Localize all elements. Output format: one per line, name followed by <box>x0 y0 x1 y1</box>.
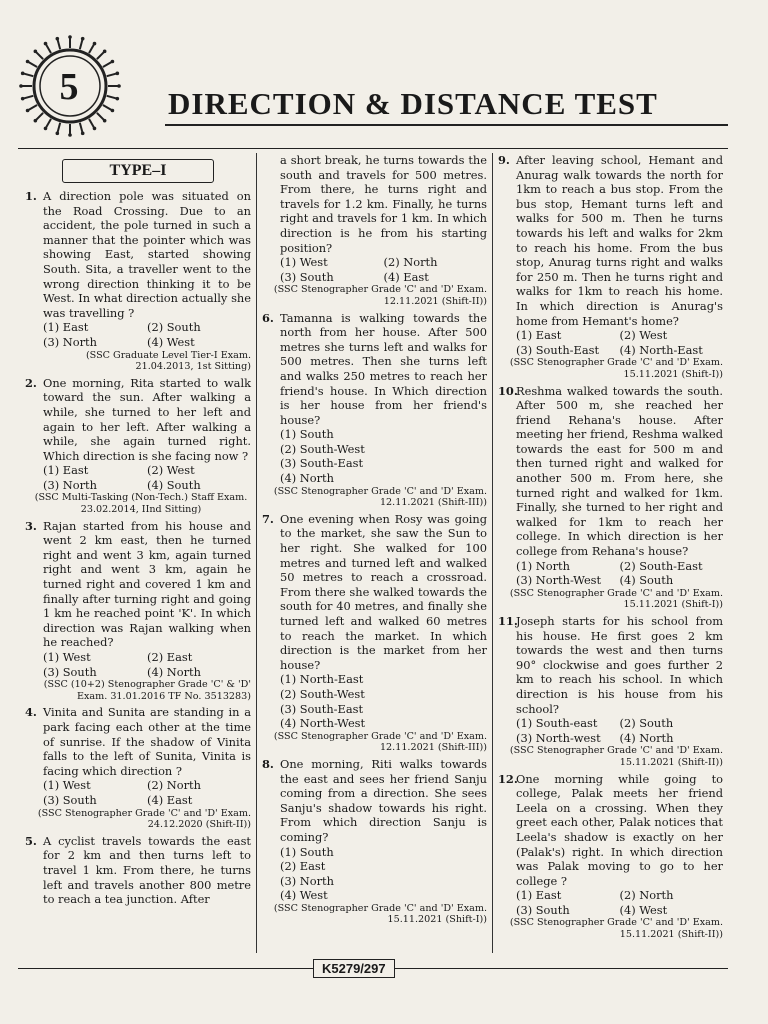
answer-option: (2) North <box>147 778 201 793</box>
answer-option: (4) North-East <box>619 342 703 357</box>
question-number: 2. <box>25 375 37 390</box>
answer-options <box>25 463 251 492</box>
answer-option: (2) East <box>280 859 326 874</box>
question-number: 11. <box>498 614 518 628</box>
answer-option: (4) East <box>147 792 193 807</box>
title-divider <box>165 124 728 126</box>
answer-option: (2) South <box>619 716 674 731</box>
answer-option: (2) North <box>619 888 674 903</box>
exam-reference: (SSC Stenographer Grade 'C' and 'D' Exam. 15.11.2021 (Shift-II)) <box>509 745 723 768</box>
question-text: Joseph starts for his school from his house. He first goes 2 km towards the west and then turns 90° clockwise and goes further 2 km to reach his school. In which direction is his house from his school? <box>516 614 723 716</box>
answer-option: (1) South <box>280 427 334 442</box>
question-number: 1. <box>25 189 37 203</box>
answer-options <box>262 427 487 485</box>
section-label: TYPE–I <box>62 159 214 183</box>
answer-option: (2) South <box>147 320 201 335</box>
exam-reference: (SSC Stenographer Grade 'C' and 'D' Exam. 12.11.2021 (Shift-II)) <box>273 284 487 307</box>
exam-reference: (SSC Stenographer Grade 'C' and 'D' Exam. 15.11.2021 (Shift-I)) <box>509 357 723 380</box>
answer-option: (3) North <box>43 334 97 349</box>
answer-options <box>498 888 723 917</box>
question-text: Rajan started from his house and went 2 km east, then he turned right and went 3 km, again turned right and went 3 km, again he turned right and covered 1 km and finally after turning right and going 1 km he reached point 'K'. In which direction was Rajan walking when he reached? <box>43 518 251 650</box>
question-number: 5. <box>25 833 37 848</box>
question-block <box>25 189 251 373</box>
answer-option: (1) East <box>43 463 89 478</box>
question-text: One morning, Rita started to walk toward the sun. After walking a while, she turned to her left and again to her left. After walking a while, she again turned right. Which direction is she facing now ? <box>43 375 251 463</box>
question-text: Vinita and Sunita are standing in a park facing each other at the time of sunrise. If the shadow of Vinita falls to the left of Sunita, Vinita is facing which direction ? <box>43 705 251 778</box>
question-stem <box>25 519 251 650</box>
column-2 <box>256 153 492 953</box>
question-stem <box>498 772 723 889</box>
question-text: One morning, Riti walks towards the east and sees her friend Sanju coming from a direction. She sees Sanju's shadow towards his right. From which direction Sanju is coming? <box>280 756 487 844</box>
answer-option: (4) South <box>619 573 674 588</box>
answer-option: (1) North-East <box>280 672 364 687</box>
question-number: 3. <box>25 518 37 533</box>
question-columns <box>20 153 730 953</box>
answer-option: (3) South <box>516 902 570 917</box>
question-block <box>262 153 487 308</box>
question-number: 9. <box>498 153 510 167</box>
answer-option: (3) South <box>280 269 334 284</box>
question-block <box>498 772 723 941</box>
answer-options <box>262 672 487 730</box>
question-block <box>25 705 251 830</box>
question-number: 8. <box>262 756 274 771</box>
answer-option: (2) South-East <box>619 558 703 573</box>
question-text-continued: a short break, he turns towards the south and travels for 500 metres. From there, he turns right and travels for 1.2 km. Finally, he turns right and travels for 1 km. In which direction is he from his starting position? <box>280 153 487 255</box>
answer-option: (4) North <box>280 471 334 486</box>
answer-option: (3) North-west <box>516 730 601 745</box>
question-stem <box>262 512 487 673</box>
answer-option: (2) South-West <box>280 441 365 456</box>
answer-option: (4) North <box>147 664 201 679</box>
answer-options <box>498 716 723 745</box>
question-stem <box>25 189 251 320</box>
question-stem <box>498 153 723 328</box>
exam-reference: (SSC Multi-Tasking (Non-Tech.) Staff Exam. 23.02.2014, IInd Sitting) <box>34 492 248 516</box>
exam-reference: (SSC Graduate Level Tier-I Exam. 21.04.2013, 1st Sitting) <box>85 349 251 373</box>
answer-options <box>25 320 251 349</box>
answer-option: (2) West <box>147 463 195 478</box>
question-block <box>498 153 723 381</box>
question-number: 6. <box>262 310 274 325</box>
answer-options <box>25 650 251 679</box>
column-1 <box>20 153 256 953</box>
question-text: A direction pole was situated on the Road Crossing. Due to an accident, the pole turned in such a manner that the pointer which was showing East, started showing South. Sita, a traveller went to the wrong direction thinking it to be West. In what direction actually she was travelling ? <box>43 189 251 320</box>
question-block <box>498 384 723 612</box>
answer-option: (3) South <box>43 664 97 679</box>
exam-reference: (SSC Stenographer Grade 'C' and 'D' Exam. 12.11.2021 (Shift-III)) <box>273 730 487 754</box>
question-number: 4. <box>25 705 37 720</box>
answer-option: (1) East <box>43 320 89 335</box>
chapter-number: 5 <box>59 66 79 108</box>
answer-option: (2) West <box>619 328 668 343</box>
answer-option: (2) North <box>383 255 438 270</box>
answer-option: (4) North-West <box>280 716 366 731</box>
answer-options <box>498 559 723 588</box>
question-number: 12. <box>498 771 518 786</box>
answer-option: (4) South <box>147 477 201 492</box>
answer-option: (1) East <box>516 328 562 343</box>
answer-option: (4) West <box>280 888 328 903</box>
answer-option: (3) North <box>280 873 334 888</box>
question-text: Tamanna is walking towards the north from her house. After 500 metres she turns left and walks for 500 metres. Then she turns left and walks 250 metres to reach her friend's house. In Which direction is her house from her friend's house? <box>280 310 487 427</box>
exam-reference: (SSC Stenographer Grade 'C' and 'D' Exam. 15.11.2021 (Shift-II)) <box>509 917 723 941</box>
question-stem <box>262 311 487 428</box>
answer-option: (1) West <box>280 255 328 270</box>
answer-option: (1) West <box>43 650 91 664</box>
answer-option: (4) West <box>147 334 195 349</box>
question-block <box>262 311 487 509</box>
question-text: A cyclist travels towards the east for 2 km and then turns left to travel 1 km. From there, he turns left and travels another 800 metre to reach a tea junction. After <box>43 833 251 907</box>
question-stem <box>498 384 723 559</box>
question-block <box>262 757 487 926</box>
answer-option: (3) South <box>43 792 97 807</box>
exam-reference: (SSC (10+2) Stenographer Grade 'C' & 'D' Exam. 31.01.2016 TF No. 3513283) <box>43 679 251 702</box>
answer-option: (4) West <box>619 902 668 917</box>
question-text: Reshma walked towards the south. After 500 m, she reached her friend Rehana's house. After meeting her friend, Reshma walked towards the east for 500 m and then turned right and walked for another 500 m. From here, she turned right and walked for 1km. Finally, she turned to her right and walked for 1km to reach her college. In which direction is her college from Rehana's house? <box>516 383 723 559</box>
question-number: 7. <box>262 511 274 526</box>
question-number: 10. <box>498 383 518 398</box>
top-divider <box>18 148 728 149</box>
question-stem <box>25 376 251 464</box>
answer-option: (1) South <box>280 844 334 859</box>
answer-option: (1) West <box>43 778 91 793</box>
answer-option: (4) North <box>619 730 674 745</box>
answer-option: (3) South-East <box>280 701 364 716</box>
question-stem <box>498 614 723 716</box>
exam-reference: (SSC Stenographer Grade 'C' and 'D' Exam. 15.11.2021 (Shift-I)) <box>273 902 487 926</box>
question-stem <box>262 757 487 845</box>
question-text: After leaving school, Hemant and Anurag walk towards the north for 1km to reach a bus stop. From the bus stop, Hemant turns left and walks for 500 m. Then he turns towards his left and walks for 2km to reach his home. From the bus stop, Anurag turns right and walks for 250 m. Then he turns right and walks for 1km to reach his home. In which direction is Anurag's home from Hemant's home? <box>516 153 723 328</box>
answer-option: (1) North <box>516 558 570 573</box>
answer-option: (1) South-east <box>516 716 598 731</box>
answer-option: (2) South-West <box>280 686 365 701</box>
exam-reference: (SSC Stenographer Grade 'C' and 'D' Exam. 15.11.2021 (Shift-I)) <box>509 587 723 611</box>
answer-option: (4) East <box>383 269 429 284</box>
question-text: One evening when Rosy was going to the market, she saw the Sun to her right. She walked for 100 metres and turned left and walked 50 metres to reach a crossroad. From there she walked towards the south for 40 metres, and finally she turned left and walked 60 metres to reach the market. In which direction is the market from her house? <box>280 511 487 672</box>
answer-option: (1) East <box>516 888 562 903</box>
question-block <box>25 376 251 516</box>
answer-option: (3) South-East <box>280 456 364 471</box>
answer-option: (3) North-West <box>516 573 602 588</box>
question-stem <box>25 834 251 907</box>
question-stem <box>25 705 251 778</box>
answer-options <box>262 845 487 903</box>
answer-option: (3) North <box>43 477 97 492</box>
answer-option: (2) East <box>147 650 193 664</box>
chapter-title: DIRECTION & DISTANCE TEST <box>168 86 658 121</box>
footer-code: K5279/297 <box>313 959 395 978</box>
exam-reference: (SSC Stenographer Grade 'C' and 'D' Exam. 12.11.2021 (Shift-III)) <box>273 485 487 509</box>
answer-options <box>498 328 723 357</box>
question-block <box>498 614 723 769</box>
question-block <box>25 834 251 907</box>
answer-options <box>262 255 487 284</box>
exam-reference: (SSC Stenographer Grade 'C' and 'D' Exam. 24.12.2020 (Shift-II)) <box>37 807 251 831</box>
question-block <box>25 519 251 703</box>
answer-options <box>25 778 251 807</box>
column-3 <box>492 153 728 953</box>
question-text: One morning while going to college, Palak meets her friend Leela on a crossing. When they greet each other, Palak notices that Leela's shadow is exactly on her (Palak's) right. In which direction was Palak moving to go to her college ? <box>516 771 723 888</box>
answer-option: (3) South-East <box>516 342 600 357</box>
question-block <box>262 512 487 754</box>
